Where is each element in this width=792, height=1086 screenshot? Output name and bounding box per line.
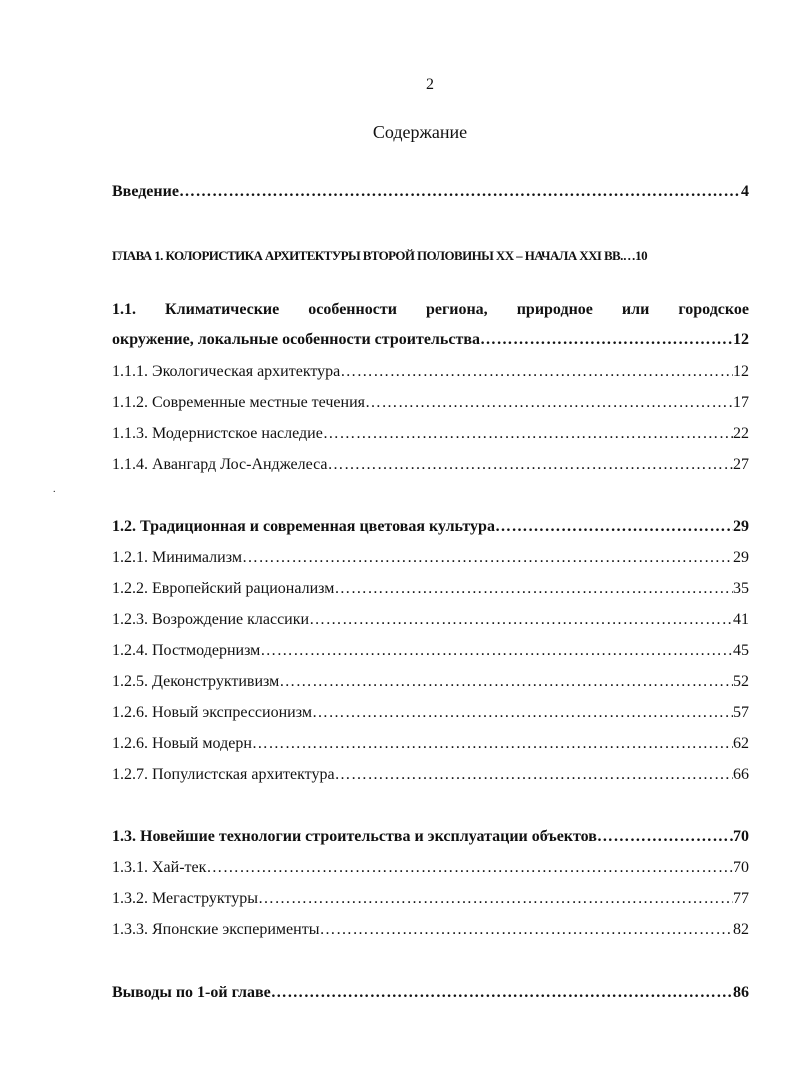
toc-entry-label: 1.1.2. Современные местные течения bbox=[112, 394, 365, 411]
toc-entry-label: 1.3.2. Мегаструктуры bbox=[112, 890, 258, 907]
toc-entry-label: окружение, локальные особенности строительства bbox=[112, 331, 480, 348]
toc-entry-1-3-3[interactable] bbox=[112, 921, 749, 943]
toc-entry-label: ГЛАВА 1. КОЛОРИСТИКА АРХИТЕКТУРЫ ВТОРОЙ ПОЛОВИНЫ XX – НАЧАЛА XXI ВВ. bbox=[112, 248, 623, 263]
toc-entry-page: 4 bbox=[741, 183, 749, 200]
toc-entry-section-1-1-line2[interactable] bbox=[112, 331, 749, 353]
toc-entry-section-1-2[interactable] bbox=[112, 518, 749, 540]
toc-entry-page: 77 bbox=[733, 890, 749, 907]
toc-entry-label: 1.2.6. Новый модерн bbox=[112, 735, 252, 752]
leader-dots bbox=[258, 890, 733, 908]
leader-dots bbox=[179, 183, 741, 201]
toc-entry-1-2-5[interactable] bbox=[112, 673, 749, 695]
toc-entry-page: 70 bbox=[733, 828, 749, 845]
toc-entry-label: 1.2.6. Новый экспрессионизм bbox=[112, 704, 312, 721]
toc-entry-1-2-2[interactable] bbox=[112, 580, 749, 602]
toc-entry-1-3-1[interactable] bbox=[112, 859, 749, 881]
toc-entry-page: 62 bbox=[733, 735, 749, 752]
toc-title: Содержание bbox=[372, 122, 468, 142]
toc-entry-label: 1.1. Климатические особенности региона, природное или городское bbox=[112, 301, 749, 318]
toc-entry-page: 12 bbox=[733, 363, 749, 380]
toc-entry-label: 1.1.3. Модернистское наследие bbox=[112, 425, 323, 442]
page-number: 2 bbox=[426, 76, 434, 93]
toc-entry-label: 1.2. Традиционная и современная цветовая культура bbox=[112, 518, 495, 535]
toc-entry-1-2-7[interactable] bbox=[112, 766, 749, 788]
toc-entry-label: 1.2.2. Европейский рационализм bbox=[112, 580, 335, 597]
toc-entry-page: 27 bbox=[733, 456, 749, 473]
toc-entry-page: 17 bbox=[733, 394, 749, 411]
leader-dots bbox=[323, 425, 733, 443]
leader-dots bbox=[312, 704, 733, 722]
toc-entry-page: 29 bbox=[733, 549, 749, 566]
toc-entry-page: 22 bbox=[733, 425, 749, 442]
margin-mark: . bbox=[53, 484, 56, 495]
toc-entry-page: 41 bbox=[733, 611, 749, 628]
toc-entry-label: Выводы по 1-ой главе bbox=[112, 984, 271, 1001]
toc-entry-label: 1.3.1. Хай-тек bbox=[112, 859, 207, 876]
leader-dots bbox=[319, 921, 733, 939]
toc-entry-1-1-3[interactable] bbox=[112, 425, 749, 447]
leader-dots bbox=[271, 984, 733, 1002]
leader-dots bbox=[279, 673, 733, 691]
leader-dots bbox=[340, 363, 733, 381]
toc-entry-label: 1.2.5. Деконструктивизм bbox=[112, 673, 280, 690]
toc-entry-label: 1.2.7. Популистская архитектура bbox=[112, 766, 335, 783]
toc-entry-label: 1.2.1. Минимализм bbox=[112, 549, 242, 566]
leader-dots bbox=[495, 518, 733, 536]
toc-entry-1-2-3[interactable] bbox=[112, 611, 749, 633]
toc-entry-page: 66 bbox=[733, 766, 749, 783]
toc-entry-conclusion[interactable] bbox=[112, 984, 749, 1006]
toc-entry-label: 1.1.1. Экологическая архитектура bbox=[112, 363, 341, 380]
toc-entry-chapter-1[interactable] bbox=[112, 248, 749, 270]
leader-dots bbox=[597, 828, 733, 846]
toc-entry-page: 57 bbox=[733, 704, 749, 721]
leader-dots bbox=[335, 766, 733, 784]
toc-entry-1-2-1[interactable] bbox=[112, 549, 749, 571]
leader-dots bbox=[260, 642, 733, 660]
toc-entry-page: 52 bbox=[733, 673, 749, 690]
toc-entry-label: 1.3. Новейшие технологии строительства и эксплуатации объектов bbox=[112, 828, 597, 845]
leader-dots bbox=[480, 331, 733, 349]
toc-entry-section-1-1-line1[interactable] bbox=[112, 301, 749, 319]
leader-dots bbox=[309, 611, 733, 629]
toc-entry-page: 12 bbox=[733, 331, 749, 348]
toc-entry-page: 86 bbox=[733, 984, 749, 1001]
toc-entry-section-1-3[interactable] bbox=[112, 828, 749, 850]
toc-entry-page: 45 bbox=[733, 642, 749, 659]
toc-entry-label: 1.3.3. Японские эксперименты bbox=[112, 921, 320, 938]
leader-dots bbox=[252, 735, 733, 753]
toc-entry-1-2-6b[interactable] bbox=[112, 735, 749, 757]
toc-entry-label: 1.1.4. Авангард Лос-Анджелеса bbox=[112, 456, 328, 473]
toc-entry-page: 29 bbox=[733, 518, 749, 535]
toc-entry-1-1-2[interactable] bbox=[112, 394, 749, 416]
toc-entry-1-1-1[interactable] bbox=[112, 363, 749, 385]
leader-dots bbox=[242, 549, 733, 567]
toc-entry-page: 82 bbox=[733, 921, 749, 938]
toc-entry-page: 70 bbox=[733, 859, 749, 876]
toc-entry-page: 35 bbox=[733, 580, 749, 597]
toc-entry-page: …10 bbox=[622, 248, 647, 263]
leader-dots bbox=[365, 394, 733, 412]
toc-entry-1-2-6a[interactable] bbox=[112, 704, 749, 726]
toc-entry-label: 1.2.3. Возрождение классики bbox=[112, 611, 310, 628]
leader-dots bbox=[334, 580, 733, 598]
toc-entry-1-2-4[interactable] bbox=[112, 642, 749, 664]
toc-entry-intro[interactable] bbox=[112, 183, 749, 205]
leader-dots bbox=[206, 859, 733, 877]
leader-dots bbox=[328, 456, 733, 474]
toc-entry-label: 1.2.4. Постмодернизм bbox=[112, 642, 261, 659]
toc-entry-1-1-4[interactable] bbox=[112, 456, 749, 478]
toc-entry-label: Введение bbox=[112, 183, 179, 200]
toc-entry-1-3-2[interactable] bbox=[112, 890, 749, 912]
